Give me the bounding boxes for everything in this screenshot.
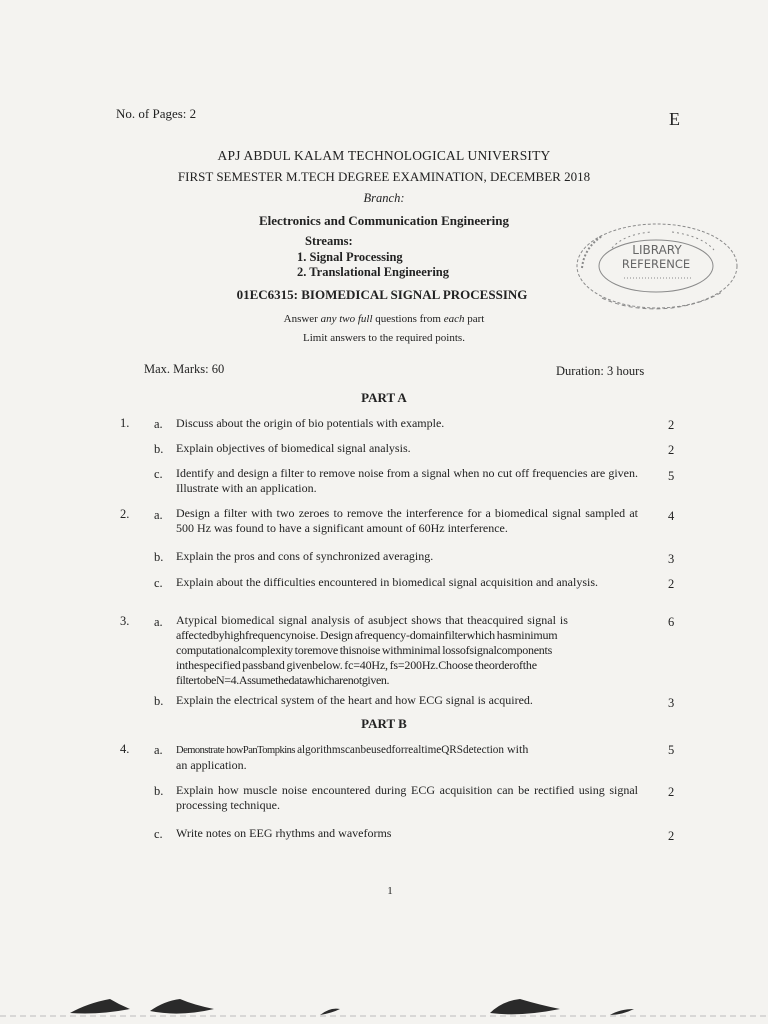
course-title: 01EC6315: BIOMEDICAL SIGNAL PROCESSING: [236, 287, 528, 302]
university-name: APJ ABDUL KALAM TECHNOLOGICAL UNIVERSITY: [217, 148, 551, 163]
question-text: [176, 742, 638, 773]
question-marks: 2: [668, 418, 675, 432]
question-text: Write notes on EEG rhythms and waveforms: [176, 826, 392, 840]
question-marks: 2: [668, 577, 675, 591]
question-text: Explain the pros and cons of synchronized averaging.: [176, 549, 434, 563]
branch-label: Branch:: [363, 191, 405, 205]
department: Electronics and Communication Engineering: [258, 213, 510, 228]
question-line: affectedbyhighfrequencynoise. Design afrequency-domainfilterwhich hasminimum: [176, 628, 558, 642]
subquestion-letter: c.: [154, 467, 163, 481]
question-marks: 2: [668, 785, 675, 799]
stamp-line2: REFERENCE: [621, 257, 691, 271]
question-number: 1.: [120, 416, 130, 430]
question-line: filtertobeN=4.Assumethedatawhicharenotgiven.: [176, 673, 390, 687]
instr-emphasis: any two full: [320, 313, 373, 325]
instr-emphasis: each: [443, 313, 465, 325]
subquestion-letter: b.: [154, 694, 164, 708]
subquestion-letter: a.: [154, 615, 163, 629]
question-number: 2.: [120, 507, 130, 521]
page-count: No. of Pages: 2: [116, 106, 197, 121]
question-marks: 3: [668, 552, 675, 566]
question-text: [176, 613, 638, 688]
instr-text: Answer: [283, 313, 321, 325]
question-number: 4.: [120, 742, 130, 756]
question-line: inthespecified passband givenbelow. fc=40Hz, fs=200Hz.Choose theorderofthe: [176, 658, 537, 672]
subquestion-letter: a.: [154, 417, 163, 431]
exam-title: FIRST SEMESTER M.TECH DEGREE EXAMINATION, DECEMBER 2018: [177, 169, 591, 184]
question-text: Explain objectives of biomedical signal analysis.: [176, 441, 411, 455]
question-fragment: algorithmscanbeusedforrealtimeQRSdetection: [297, 744, 504, 756]
library-stamp: [572, 218, 742, 318]
question-fragment: Demonstrate howPanTompkins: [176, 745, 298, 756]
question-line: [176, 742, 638, 758]
question-marks: 2: [668, 829, 675, 843]
question-line: Atypical biomedical signal analysis of asubject shows that theacquired signal is: [176, 613, 568, 627]
question-text: Explain the electrical system of the heart and how ECG signal is acquired.: [176, 693, 533, 707]
page-number: 1: [387, 885, 393, 897]
question-marks: 5: [668, 469, 675, 483]
subquestion-letter: a.: [154, 743, 163, 757]
question-text: Design a filter with two zeroes to remove the interference for a biomedical signal sampled at 500 Hz was found to have a significant amount of 60Hz interference.: [176, 506, 638, 535]
limit-instruction: Limit answers to the required points.: [303, 332, 465, 344]
question-marks: 2: [668, 443, 675, 457]
stream-item: 1. Signal Processing: [297, 249, 403, 264]
question-marks: 5: [668, 743, 675, 757]
question-line: an application.: [176, 758, 247, 772]
duration: Duration: 3 hours: [556, 364, 645, 378]
subquestion-letter: a.: [154, 508, 163, 522]
streams-title: Streams:: [305, 234, 353, 248]
question-text: Identify and design a filter to remove noise from a signal when no cut off frequencies are given. Illustrate with an application.: [176, 466, 638, 495]
subquestion-letter: c.: [154, 576, 163, 590]
subquestion-letter: b.: [154, 442, 164, 456]
stream-item: 2. Translational Engineering: [297, 265, 449, 279]
question-text: Explain about the difficulties encountered in biomedical signal acquisition and analysis.: [176, 575, 599, 589]
instr-text: questions from: [372, 313, 444, 325]
question-fragment: with: [504, 742, 529, 756]
question-number: 3.: [120, 614, 130, 628]
question-marks: 6: [668, 615, 675, 629]
question-line: computationalcomplexity toremove thisnoise withminimal lossofsignalcomponents: [176, 643, 553, 657]
subquestion-letter: b.: [154, 784, 164, 798]
max-marks: Max. Marks: 60: [144, 362, 225, 376]
instr-text: part: [464, 313, 485, 325]
subquestion-letter: c.: [154, 827, 163, 841]
streams-block: [297, 234, 449, 281]
question-text: Explain how muscle noise encountered during ECG acquisition can be rectified using signal processing technique.: [176, 783, 638, 812]
stamp-line1: LIBRARY: [632, 243, 682, 257]
part-a-title: PART A: [361, 390, 407, 405]
part-b-title: PART B: [361, 716, 407, 731]
scan-artifact: [0, 985, 768, 1024]
paper-code: E: [669, 109, 680, 129]
subquestion-letter: b.: [154, 550, 164, 564]
question-marks: 3: [668, 696, 675, 710]
question-text: Discuss about the origin of bio potentials with example.: [176, 416, 445, 430]
question-marks: 4: [668, 509, 675, 523]
